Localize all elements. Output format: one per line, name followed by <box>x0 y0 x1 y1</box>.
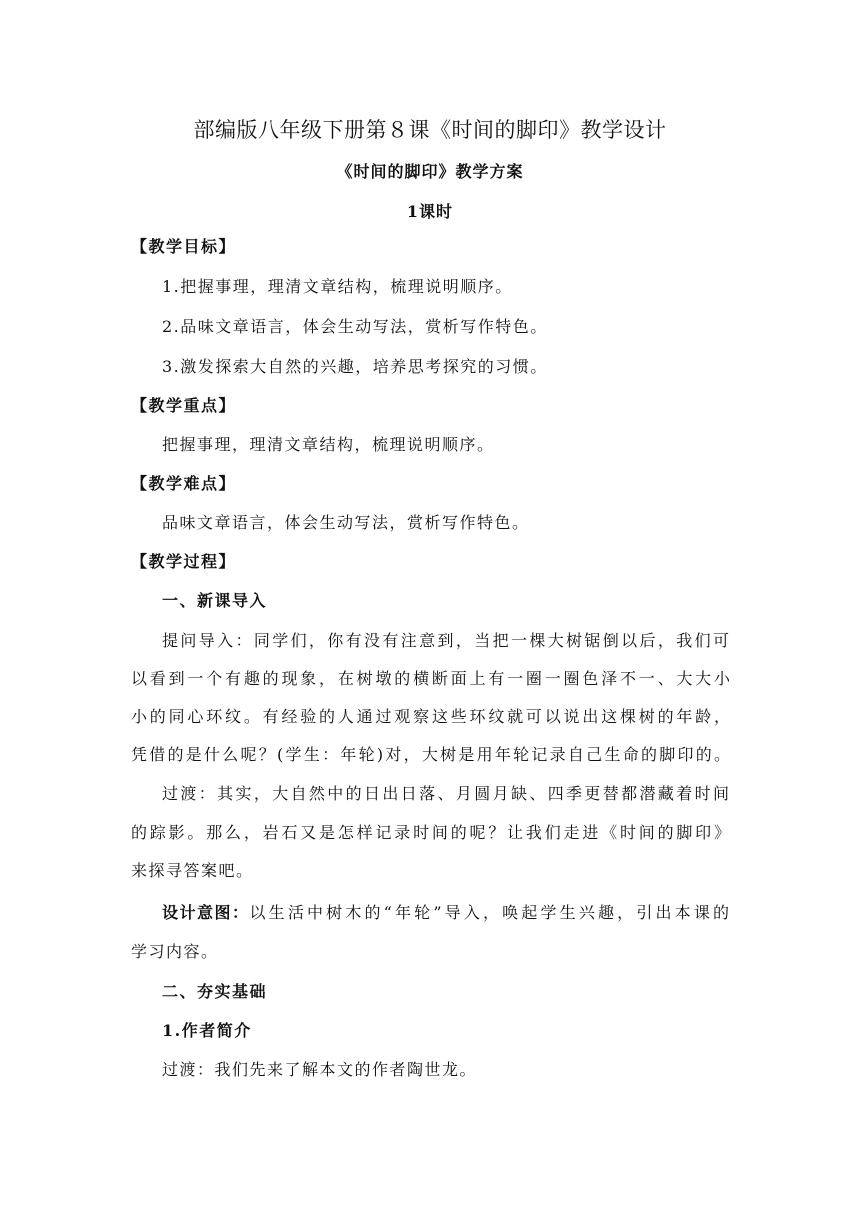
section2-heading: 二、夯实基础 <box>162 982 268 1001</box>
key-points-heading: 【教学重点】 <box>131 396 237 415</box>
intro-line-4: 凭借的是什么呢？(学生：年轮)对，大树是用年轮记录自己生命的脚印的。 <box>131 745 731 764</box>
transition-line-3: 来探寻答案吧。 <box>131 861 254 880</box>
objective-item-2: 2.品味文章语言，体会生动写法，赏析写作特色。 <box>162 317 548 336</box>
difficulties-text: 品味文章语言，体会生动写法，赏析写作特色。 <box>162 513 530 532</box>
section1-heading: 一、新课导入 <box>162 591 268 610</box>
intro-line-3: 小的同心环纹。有经验的人通过观察这些环纹就可以说出这棵树的年龄， <box>131 707 731 726</box>
document-title: 部编版八年级下册第８课《时间的脚印》教学设计 <box>193 118 667 142</box>
design-intent-text: 以生活中树木的“年轮”导入，唤起学生兴趣，引出本课的 <box>249 903 730 922</box>
design-intent-line-1 <box>162 900 730 923</box>
design-intent-line-2: 学习内容。 <box>131 942 219 961</box>
transition-line-2: 的踪影。那么，岩石又是怎样记录时间的呢？让我们走进《时间的脚印》 <box>131 823 731 842</box>
author-intro-heading: 1.作者简介 <box>162 1021 252 1040</box>
key-points-text: 把握事理，理清文章结构，梳理说明顺序。 <box>162 435 495 454</box>
author-intro-text: 过渡：我们先来了解本文的作者陶世龙。 <box>162 1060 478 1079</box>
intro-line-2: 以看到一个有趣的现象，在树墩的横断面上有一圈一圈色泽不一、大大小 <box>131 669 731 688</box>
class-hours: 1课时 <box>406 202 454 221</box>
difficulties-heading: 【教学难点】 <box>131 474 237 493</box>
transition-line-1: 过渡：其实，大自然中的日出日落、月圆月缺、四季更替都潜藏着时间 <box>162 784 730 803</box>
objective-item-1: 1.把握事理，理清文章结构，梳理说明顺序。 <box>162 277 513 296</box>
intro-line-1: 提问导入：同学们，你有没有注意到，当把一棵大树锯倒以后，我们可 <box>162 631 730 650</box>
objective-item-3: 3.激发探索大自然的兴趣，培养思考探究的习惯。 <box>162 357 548 376</box>
process-heading: 【教学过程】 <box>131 552 237 571</box>
design-intent-label: 设计意图： <box>162 903 250 922</box>
objectives-heading: 【教学目标】 <box>131 237 237 256</box>
plan-subtitle: 《时间的脚印》教学方案 <box>336 162 524 181</box>
